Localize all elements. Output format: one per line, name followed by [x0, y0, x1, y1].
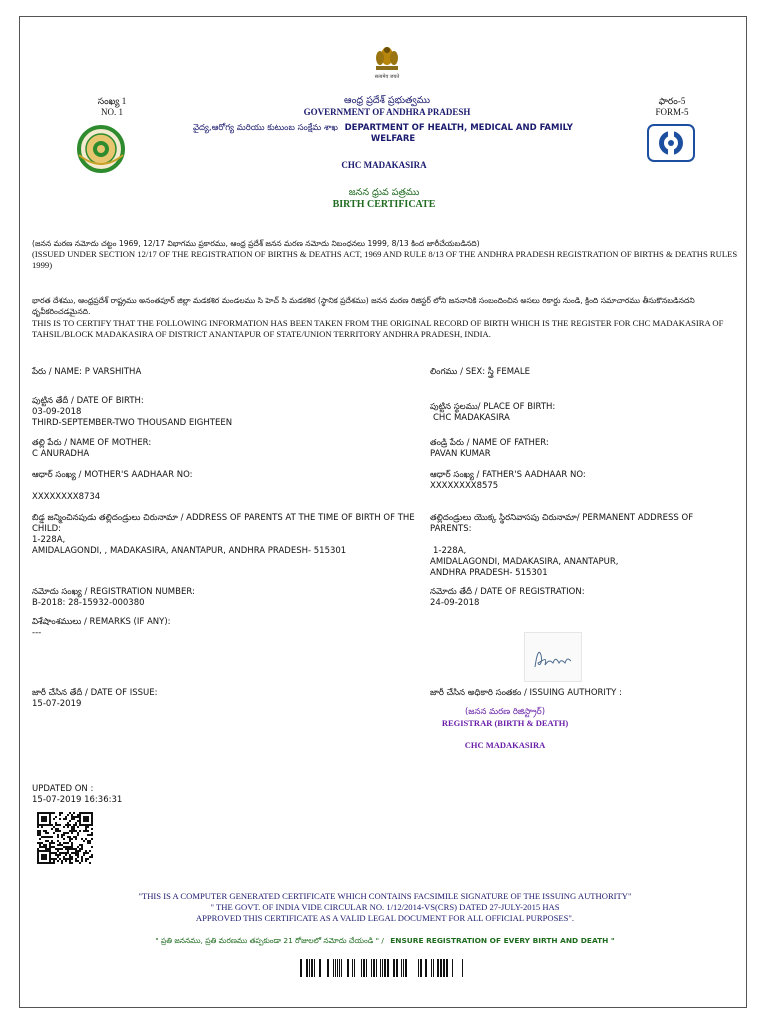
- registration-number-label: నమోదు సంఖ్య / REGISTRATION NUMBER:: [32, 587, 195, 597]
- issued-under-en: (ISSUED UNDER SECTION 12/17 OF THE REGISTRATION OF BIRTHS & DEATHS ACT, 1969 AND RULE 8/13 OF THE ANDHRA PRADESH REGISTRATION OF BIRTHS & DEATHS RULES 1999): [32, 249, 738, 270]
- dob-words: THIRD-SEPTEMBER-TWO THOUSAND EIGHTEEN: [32, 418, 233, 428]
- department-title-te: వైద్య,ఆరోగ్య మరియు కుటుంబ సంక్షేమ శాఖ: [193, 123, 338, 133]
- footer-slogan-te: " ప్రతి జననము, ప్రతి మరణము తప్పకుండా 21 రోజులలో నమోదు చేయండి " /: [155, 936, 384, 945]
- number-label-te: సంఖ్య 1: [97, 96, 127, 106]
- father-value: PAVAN KUMAR: [430, 449, 491, 459]
- mother-value: C ANURADHA: [32, 449, 90, 459]
- pob-value: CHC MADAKASIRA: [433, 413, 510, 423]
- authority-office: CHC MADAKASIRA: [464, 740, 546, 750]
- sex-value: FEMALE: [496, 367, 530, 377]
- registration-date-label: నమోదు తేదీ / DATE OF REGISTRATION:: [430, 587, 585, 597]
- certify-text-te: భారత దేశము, ఆంధ్రప్రదేశ్ రాష్ట్రము అనంతపూర్ జిల్లా మడకశిర మండలము సి హెచ్ సి మడకశిర (స్థానిక ప్రదేశము) జనన మరణ రిజిస్టర్ లోని జననానికి సంబందించిన అసలు రికార్డు నుండి, క్రింది సమాచారము తీసుకొనబడినదని ధృవీకరించడమైనది.: [32, 296, 695, 316]
- sex-value-te: స్త్రీ: [487, 367, 494, 377]
- dob-value: 03-09-2018: [32, 407, 82, 417]
- issued-under-te: (జనన మరణ నమోదు చట్టం 1969, 12/17 విభాగము ప్రకారము, ఆంధ్ర ప్రదేశ్ జనన మరణ నమోదు నిబంధనలు 1999, 8/13 కింద జారీచేయబడినది): [32, 239, 480, 248]
- andhra-pradesh-logo-icon: [75, 125, 127, 173]
- footer-note-line2: " THE GOVT. OF INDIA VIDE CIRCULAR NO. 1/12/2014-VS(CRS) DATED 27-JULY-2015 HAS: [210, 902, 560, 912]
- sex-label: లింగము / SEX:: [430, 367, 486, 377]
- address-at-birth-line1: 1-228A,: [32, 535, 66, 545]
- issue-date-label: జారీ చేసిన తేదీ / DATE OF ISSUE:: [32, 688, 158, 698]
- name-label: పేరు / NAME:: [32, 367, 83, 377]
- health-department-logo-icon: [647, 124, 695, 162]
- footer-note-line1: "THIS IS A COMPUTER GENERATED CERTIFICATE WHICH CONTAINS FACSIMILE SIGNATURE OF THE ISSUING AUTHORITY": [138, 891, 632, 901]
- address-at-birth-line2: AMIDALAGONDI, , MADAKASIRA, ANANTAPUR, ANDHRA PRADESH- 515301: [32, 546, 347, 556]
- qr-code-icon: [37, 812, 93, 864]
- remarks-value: ---: [32, 628, 42, 638]
- certificate-title-te: జనన ధ్రువ పత్రము: [348, 187, 420, 198]
- department-title-en: DEPARTMENT OF HEALTH, MEDICAL AND FAMILY: [344, 123, 573, 133]
- signature-icon: [525, 633, 581, 681]
- form-label-te: ఫారం-5: [658, 96, 686, 106]
- mother-label: తల్లి పేరు / NAME OF MOTHER:: [32, 438, 152, 448]
- name-value: P VARSHITHA: [84, 367, 142, 377]
- updated-on-value: 15-07-2019 16:36:31: [32, 795, 123, 805]
- office-name: CHC MADAKASIRA: [341, 160, 427, 170]
- authority-title-te: (జనన మరణ రిజిస్ట్రార్): [464, 707, 546, 717]
- sex-row: [430, 367, 740, 378]
- name-row: [32, 367, 402, 378]
- certificate-title-en: BIRTH CERTIFICATE: [332, 199, 436, 210]
- mother-aadhaar-label: ఆధార్ సంఖ్య / MOTHER'S AADHAAR NO:: [32, 470, 193, 480]
- mother-aadhaar-value: XXXXXXXX8734: [32, 492, 101, 502]
- certify-text-en: THIS IS TO CERTIFY THAT THE FOLLOWING INFORMATION HAS BEEN TAKEN FROM THE ORIGINAL RECORD OF BIRTH WHICH IS THE REGISTER FOR CHC MADAKASIRA OF TAHSIL/BLOCK MADAKASIRA OF DISTRICT ANANTAPUR OF STATE/UNION TERRITORY ANDHRA PRADESH, INDIA.: [32, 318, 724, 339]
- registration-number-value: B-2018: 28-15932-000380: [32, 598, 145, 608]
- govt-title-en: GOVERNMENT OF ANDHRA PRADESH: [303, 107, 471, 117]
- signature-box: [524, 632, 582, 682]
- footer-note-line3: APPROVED THIS CERTIFICATE AS A VALID LEGAL DOCUMENT FOR ALL OFFICIAL PURPOSES".: [195, 913, 575, 923]
- remarks-label: విశేషాంశములు / REMARKS (IF ANY):: [32, 617, 171, 627]
- permanent-address-label: తల్లిదండ్రులు యొక్క స్థిరనివాసపు చిరునామా/ PERMANENT ADDRESS OF PARENTS:: [430, 513, 694, 534]
- footer-slogan: [60, 935, 710, 946]
- number-label-en: NO. 1: [101, 107, 123, 117]
- issuing-authority-label: జారీ చేసిన అధికారి సంతకం / ISSUING AUTHORITY :: [430, 688, 622, 698]
- permanent-address-line2: AMIDALAGONDI, MADAKASIRA, ANANTAPUR,: [430, 557, 619, 567]
- footer-slogan-en: ENSURE REGISTRATION OF EVERY BIRTH AND DEATH ": [390, 936, 615, 945]
- father-aadhaar-label: ఆధార్ సంఖ్య / FATHER'S AADHAAR NO:: [430, 470, 586, 480]
- issue-date-value: 15-07-2019: [32, 699, 82, 709]
- department-title-en-line2: WELFARE: [370, 134, 416, 144]
- dob-label: పుట్టిన తేదీ / DATE OF BIRTH:: [32, 396, 144, 406]
- barcode-icon: [298, 959, 468, 977]
- permanent-address-line3: ANDHRA PRADESH- 515301: [430, 568, 548, 578]
- national-emblem-icon: [370, 44, 404, 72]
- department-title: [193, 123, 613, 134]
- father-label: తండ్రి పేరు / NAME OF FATHER:: [430, 438, 549, 448]
- father-aadhaar-value: XXXXXXXX8575: [430, 481, 499, 491]
- registration-date-value: 24-09-2018: [430, 598, 480, 608]
- updated-on-label: UPDATED ON :: [32, 784, 94, 794]
- authority-title-en: REGISTRAR (BIRTH & DEATH): [441, 718, 569, 728]
- pob-label: పుట్టిన స్థలము/ PLACE OF BIRTH:: [430, 402, 556, 412]
- form-label-en: FORM-5: [655, 107, 689, 117]
- emblem-caption: सत्यमेव जयते: [374, 74, 400, 80]
- permanent-address-line1: 1-228A,: [433, 546, 467, 556]
- address-at-birth-label: బిడ్డ జన్మించినపుడు తల్లిదండ్రులు చిరునామా / ADDRESS OF PARENTS AT THE TIME OF BIRTH OF THE CHILD:: [32, 513, 415, 534]
- govt-title-te: ఆంధ్ర ప్రదేశ్ ప్రభుత్వము: [343, 95, 431, 106]
